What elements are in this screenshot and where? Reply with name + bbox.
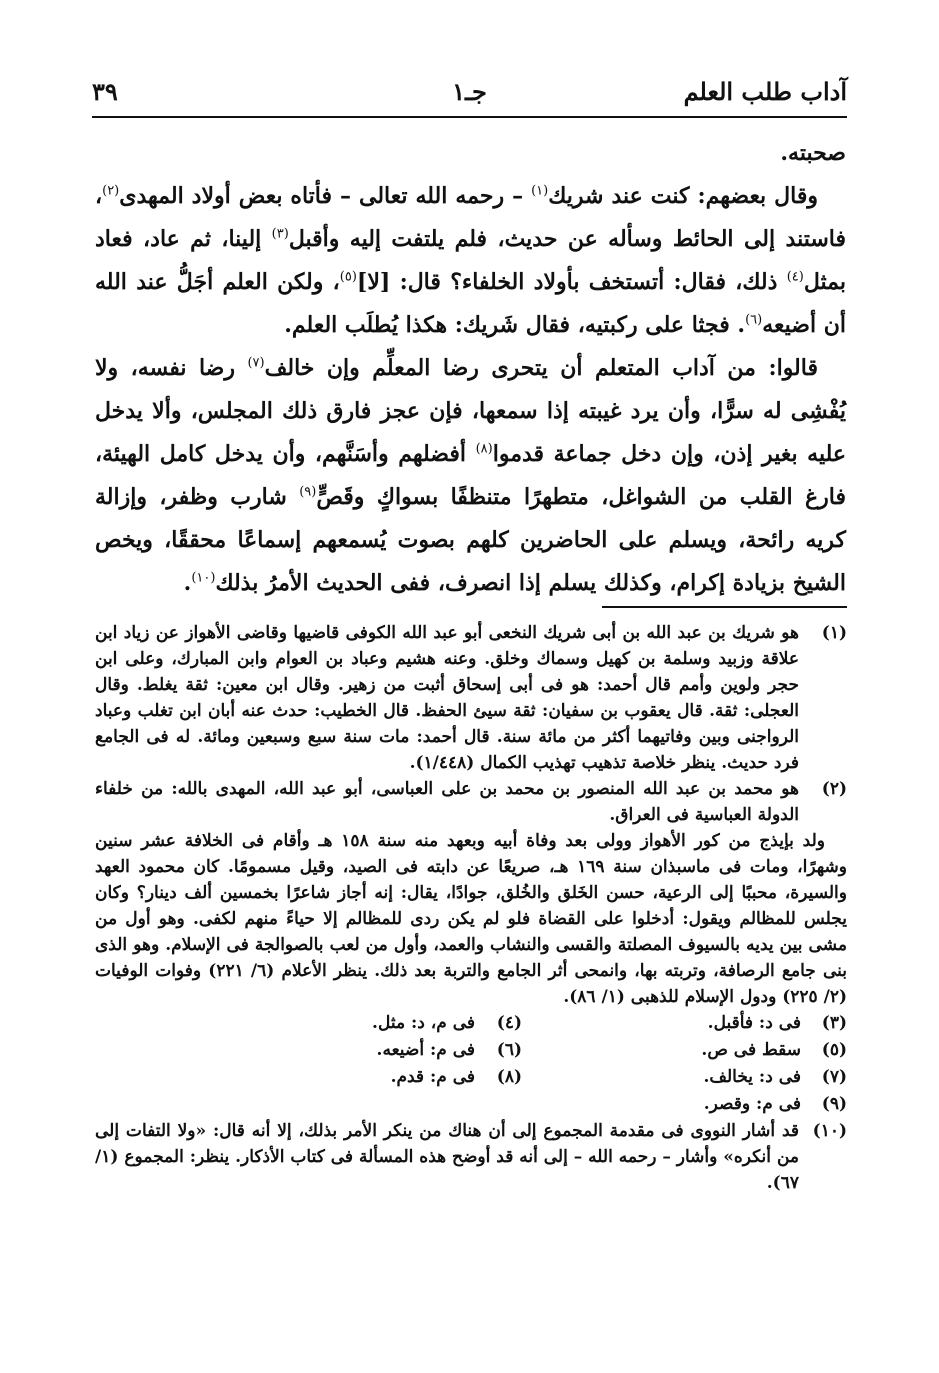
p2-text-b: – رحمه الله تعالى – فأتاه بعض أولاد المهدى bbox=[119, 183, 532, 209]
paragraph-1 bbox=[95, 132, 846, 175]
footnote-7-text: فى د: يخالف. bbox=[703, 1067, 801, 1087]
footnote-marker-4: (٤) bbox=[786, 269, 804, 285]
footnote-marker-8: (٨) bbox=[475, 441, 493, 457]
p2-text-d: إلينا، ثم عاد، فعاد بمثل bbox=[95, 226, 847, 295]
footnote-marker-6: (٦) bbox=[745, 312, 763, 328]
p3-text-c: أفضلهم وأسَنَّهم، وأن يدخل كامل الهيئة، فارغ القلب من الشواغل، متطهرًا متنظفًا بسواكٍ وقَصٍّ bbox=[95, 441, 846, 510]
page-number: ٣٩ bbox=[92, 77, 118, 106]
footnote-2-text: هو محمد بن عبد الله المنصور بن محمد بن على العباسى، أبو عبد الله، المهدى بالله: من خلفاء الدولة العباسية فى العراق. bbox=[95, 779, 799, 825]
footnote-row-7-8 bbox=[95, 1064, 847, 1091]
footnotes bbox=[95, 620, 847, 1196]
volume-label: جـ١ bbox=[452, 77, 487, 106]
footnote-10 bbox=[95, 1118, 847, 1196]
footnote-6-text: فى م: أضيعه. bbox=[376, 1040, 475, 1060]
footnote-marker-3: (٣) bbox=[271, 226, 289, 242]
footnote-2 bbox=[95, 776, 847, 828]
short-footnotes bbox=[95, 1010, 847, 1118]
paragraph-3 bbox=[95, 347, 846, 605]
footnote-5-text: سقط فى ص. bbox=[701, 1040, 801, 1060]
p3-text-e: . bbox=[183, 570, 192, 596]
footnote-8-text: فى م: قدم. bbox=[390, 1067, 475, 1087]
p2-text-e: ذلك، فقال: أتستخف بأولاد الخلفاء؟ قال: [لا] bbox=[356, 269, 787, 295]
paragraph-2 bbox=[95, 175, 846, 347]
footnote-10-text: قد أشار النووى فى مقدمة المجموع إلى أن هناك من ينكر الأمر بذلك، إلا أنه قال: «ولا التفات إلى من أنكره» وأشار – رحمه الله – إلى أنه قد أوضح هذه المسألة فى كتاب الأذكار. ينظر: المجموع (١/ ٦٧). bbox=[95, 1121, 799, 1193]
footnote-9-number: (٩) bbox=[821, 1094, 847, 1114]
footnote-marker-7: (٧) bbox=[247, 355, 265, 371]
paragraph-1-text: صحبته. bbox=[780, 140, 846, 166]
footnote-row-3-4 bbox=[95, 1010, 847, 1037]
footnote-2-continuation: ولد بإيذج من كور الأهواز وولى بعد وفاة أبيه وبعهد منه سنة ١٥٨ هـ وأقام فى الخلافة عشر سنين وشهرًا، ومات فى ماسبذان سنة ١٦٩ هـ، صريعًا عن دابته فى الصيد، وقيل مسمومًا. كان محمود العهد والسيرة، محببًا إلى الرعية، حسن الخَلق والخُلق، جوادًا، يقال: إنه أجاز شاعرًا بخمسين ألف دينار؟ وكان يجلس للمظالم ويقول: أدخلوا على القضاة فلو لم يكن ردى للمظالم إلا حياءً منهم لكفى. وهو أول من مشى بين يديه بالسيوف المصلتة والقسى والنشاب والعمد، وأول من لعب بالصوالجة فى الإسلام. وهو الذى بنى جامع الرصافة، وتربته بها، وانمحى أثر الجامع والتربة بعد ذلك. ينظر الأعلام (٦/ ٢٢١) وفوات الوفيات (٢/ ٢٢٥) ودول الإسلام للذهبى (١/ ٨٦). bbox=[95, 831, 847, 1007]
p2-text-c: ، فاستند إلى الحائط وسأله عن حديث، فلم يلتفت إليه وأقبل bbox=[95, 183, 846, 252]
footnote-1-number: (١) bbox=[821, 623, 847, 643]
header-rule bbox=[92, 116, 847, 118]
footnote-2-number: (٢) bbox=[821, 779, 847, 799]
footnote-marker-10: (١٠) bbox=[191, 570, 216, 586]
footnote-8-number: (٨) bbox=[496, 1067, 522, 1087]
footnote-1 bbox=[95, 620, 847, 776]
footnote-1-text: هو شريك بن عبد الله بن أبى شريك النخعى أبو عبد الله الكوفى قاضيها وقاضى الأهواز عن زياد ابن علاقة وزبيد وسلمة بن كهيل وسماك وخلق. وعنه هشيم وعباد بن العوام وابن المبارك، وعلى ابن حجر ولوين وأمم قال أحمد: هو فى أبى إسحاق أثبت من زهير. وقال ابن معين: ثقة يغلط. وقال العجلى: ثقة. قال يعقوب بن سفيان: ثقة سيئ الحفظ. قال الخطيب: حدث عنه أبان ابن تغلب وعباد الرواجنى وبين وفاتيهما أكثر من مائة سنة. قال أحمد: مات سنة سبع وسبعين ومائة. له فى الجامع فرد حديث. ينظر خلاصة تذهيب تهذيب الكمال (١/٤٤٨). bbox=[95, 623, 799, 773]
footnote-4-number: (٤) bbox=[496, 1013, 522, 1033]
p3-text-d: شارب وظفر، وإزالة كريه رائحة، ويسلم على الحاضرين كلهم بصوت يُسمعهم إسماعًا محققًا، ويخص الشيخ بزيادة إكرام، وكذلك يسلم إذا انصرف، ففى الحديث الأمرُ بذلك bbox=[95, 484, 846, 596]
footnote-4-text: فى م، د: مثل. bbox=[372, 1013, 475, 1033]
footnote-marker-1: (١) bbox=[531, 183, 549, 199]
footnote-9-text: فى م: وقصر. bbox=[703, 1094, 801, 1114]
footnote-row-9 bbox=[95, 1091, 847, 1118]
running-header bbox=[92, 72, 847, 112]
footnote-6-number: (٦) bbox=[496, 1040, 522, 1060]
p2-text-g: . فجثا على ركبتيه، فقال شَريك: هكذا يُطلَب العلم. bbox=[284, 312, 746, 338]
footnote-3-number: (٣) bbox=[821, 1013, 847, 1033]
footnote-marker-9: (٩) bbox=[299, 484, 317, 500]
p2-text-f: ، ولكن العلم أجَلُّ عند الله أن أضيعه bbox=[95, 269, 846, 338]
p2-text-a: وقال بعضهم: كنت عند شريك bbox=[548, 183, 818, 209]
footnote-5-number: (٥) bbox=[821, 1040, 847, 1060]
footnote-marker-5: (٥) bbox=[339, 269, 357, 285]
footnote-7-number: (٧) bbox=[821, 1067, 847, 1087]
main-text bbox=[95, 132, 846, 605]
footnote-marker-2: (٢) bbox=[102, 183, 120, 199]
footnote-row-5-6 bbox=[95, 1037, 847, 1064]
footnote-10-number: (١٠) bbox=[812, 1121, 847, 1141]
footnote-separator bbox=[602, 606, 847, 608]
book-title: آداب طلب العلم bbox=[683, 77, 847, 106]
footnote-3-text: فى د: فأقبل. bbox=[707, 1013, 801, 1033]
p3-text-b: رضا نفسه، ولا يُفْشِى له سرًّا، وأن يرد غيبته إذا سمعها، فإن عجز فارق ذلك المجلس، وألا يدخل عليه بغير إذن، وإن دخل جماعة قدموا bbox=[95, 355, 846, 467]
p3-text-a: قالوا: من آداب المتعلم أن يتحرى رضا المعلِّم وإن خالف bbox=[264, 355, 818, 381]
